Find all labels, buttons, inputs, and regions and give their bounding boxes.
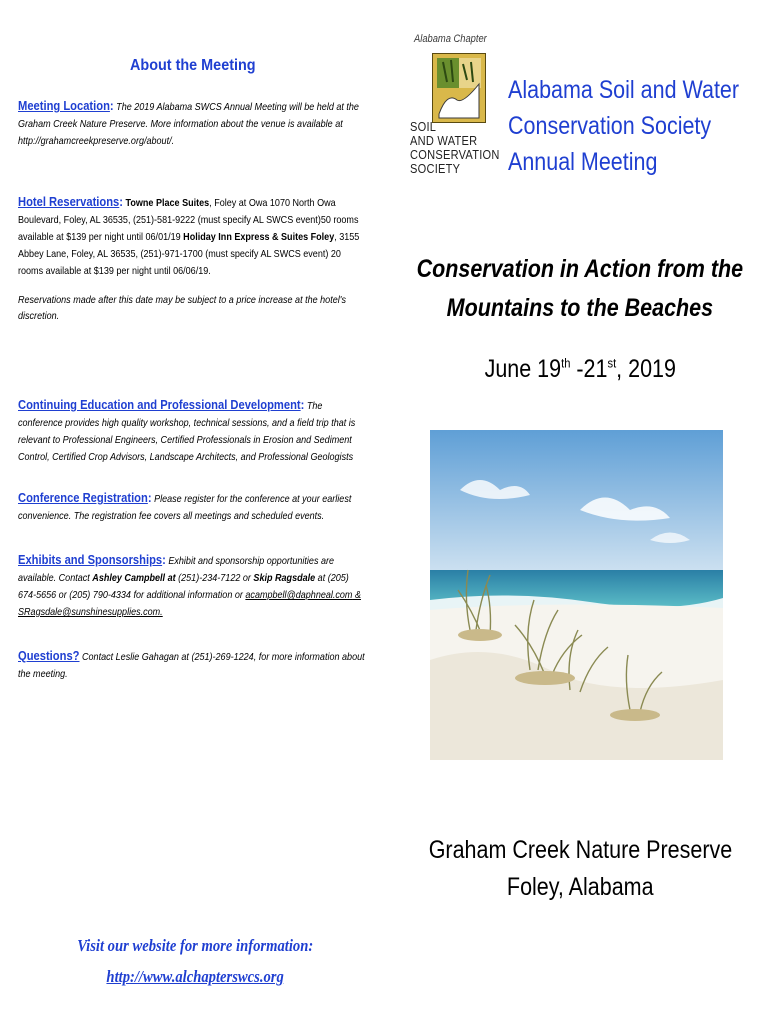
logo-text: SOIL AND WATER CONSERVATION SOCIETY <box>410 119 500 176</box>
swcs-logo-icon <box>432 53 486 123</box>
questions-section <box>18 647 368 683</box>
contact-name-1: Ashley Campbell at <box>92 572 176 584</box>
registration-section: Conference Registration: Please register for the conference at your earliest convenience. The registration fee covers all meetings and scheduled events. <box>18 490 352 522</box>
beach-photo <box>430 430 723 760</box>
hotel2-name: Holiday Inn Express & Suites Foley <box>183 231 335 243</box>
meeting-dates: June 19th -21st, 2019 <box>484 355 676 383</box>
email-link-2[interactable]: SRagsdale@sunshinesupplies.com. <box>18 606 163 618</box>
registration-heading: Conference Registration <box>18 490 148 505</box>
visit-text: Visit our website for more information: <box>77 936 313 955</box>
hotel-heading: Hotel Reservations <box>18 194 120 209</box>
colon: : <box>109 98 114 113</box>
hotel1-name: Towne Place Suites <box>125 197 210 209</box>
ce-heading: Continuing Education and Professional Development <box>18 397 301 412</box>
exhibits-heading: Exhibits and Sponsorships <box>18 552 163 567</box>
website-link[interactable]: http://www.alchapterswcs.org <box>106 967 284 986</box>
about-title: About the Meeting <box>130 57 256 74</box>
ce-text: The conference provides high quality workshop, technical sessions, and a field trip that is relevant to Professional Engineers, Certified Professionals in Erosion and Sediment Control, Certified Crop Advisors, Landscape Architects, and Professional Geologists <box>18 400 356 463</box>
ce-section: Continuing Education and Professional Development: The conference provides high quality workshop, technical sessions, and a field trip that is relevant to Professional Engineers, Certified Professionals in Erosion and Sediment Control, Certified Crop Advisors, Landscape Architects, and Professional Geologists <box>18 397 356 463</box>
website-block <box>30 930 360 992</box>
hotel-section: Hotel Reservations: Towne Place Suites, Foley at Owa 1070 North Owa Boulevard, Foley, AL 36535, (251)-581-9222 (must specify AL SWCS event)50 rooms available at $139 per night until 06/01/19 Holiday Inn Express & Suites Foley, 3155 Abbey Lane, Foley, AL 36535, (251)-971-1700 (must specify AL SWCS event) 20 rooms available at $139 per night until 06/06/19. <box>18 194 360 277</box>
hotel2-details: , 3155 Abbey Lane, Foley, AL 36535, (251)-971-1700 (must specify AL SWCS event) 20 rooms available at $139 per night until 06/06/19. <box>18 231 360 277</box>
questions-text: Contact Leslie Gahagan at (251)-269-1224, for more information about the meeting. <box>18 651 365 680</box>
meeting-theme: Conservation in Action from the Mountains to the Beaches <box>416 255 744 322</box>
hotel1-details: , Foley at Owa 1070 North Owa Boulevard, Foley, AL 36535, (251)-581-9222 (must specify AL SWCS event)50 rooms available at $139 per night until 06/01/19 <box>18 197 359 243</box>
exhibits-section: Exhibits and Sponsorships: Exhibit and sponsorship opportunities are available. Contact Ashley Campbell at (251)-234-7122 or Skip Ragsdale at (205) 674-5656 or (205) 790-4334 for additional information or acampbell@daphneal.com & SRagsdale@sunshinesupplies.com. <box>18 552 361 618</box>
venue-location: Graham Creek Nature Preserve Foley, Alabama <box>428 836 732 901</box>
hotel-note: Reservations made after this date may be subject to a price increase at the hotel's discretion. <box>18 294 346 322</box>
meeting-location-section <box>18 97 368 150</box>
meeting-location-heading: Meeting Location <box>18 98 110 113</box>
contact-name-2: Skip Ragsdale <box>253 572 316 584</box>
questions-heading: Questions? <box>18 648 80 663</box>
registration-text: Please register for the conference at your earliest convenience. The registration fee covers all meetings and scheduled events. <box>18 493 352 522</box>
email-link-1[interactable]: acampbell@daphneal.com <box>245 589 353 601</box>
organization-name: Alabama Soil and Water Conservation Society Annual Meeting <box>508 76 740 176</box>
meeting-location-text: The 2019 Alabama SWCS Annual Meeting will be held at the Graham Creek Nature Preserve. More information about the venue is available at http://grahamcreekpreserve.org/about/. <box>18 101 359 147</box>
logo-chapter-text: Alabama Chapter <box>414 33 487 45</box>
